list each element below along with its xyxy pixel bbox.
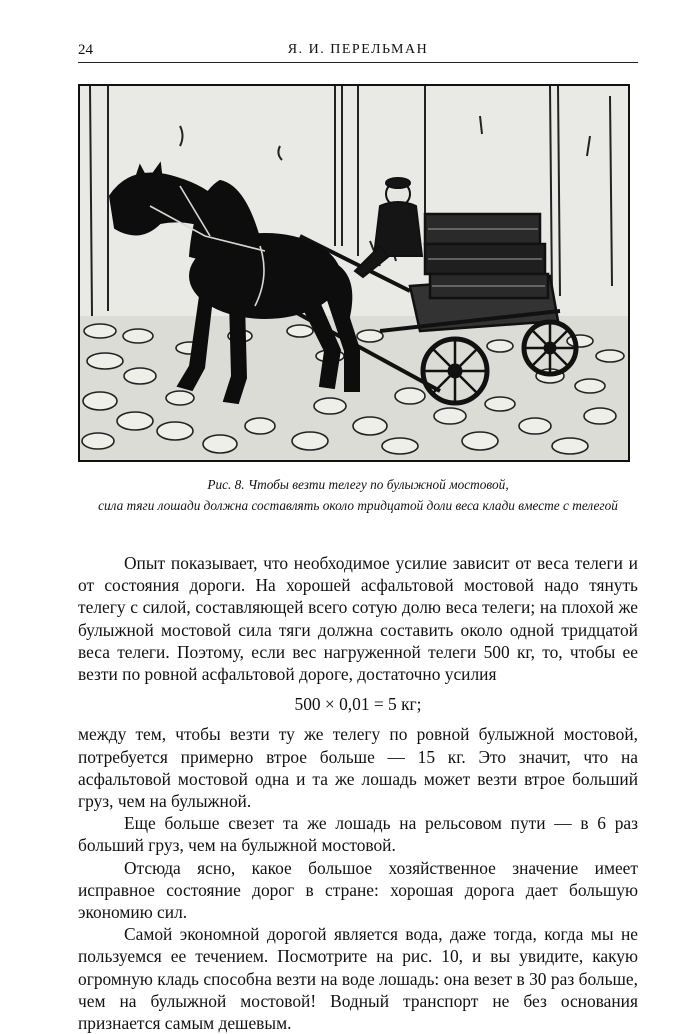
- body-text: [78, 552, 638, 1034]
- horse-cart-drawing: [80, 86, 628, 460]
- paragraph-4: Отсюда ясно, какое большое хозяйственное значение имеет исправное состояние дорог в стране: хорошая дорога дает большую экономию сил.: [78, 857, 638, 923]
- paragraph-5: Самой экономной дорогой является вода, даже тогда, когда мы не пользуемся ее течением. Посмотрите на рис. 10, и вы увидите, какую огромную кладь способна везти на воде лошадь: она везет в 30 раз больше, чем на булыжной мостовой! Водный транспорт не без основания признается самым дешевым.: [78, 924, 638, 1034]
- running-head: Я. И. ПЕРЕЛЬМАН: [287, 42, 429, 57]
- figure-horse-cart-illustration: [78, 84, 630, 462]
- page-header: [78, 40, 638, 63]
- paragraph-3: Еще больше свезет та же лошадь на рельсовом пути — в 6 раз больший груз, чем на булыжной мостовой.: [78, 813, 638, 856]
- page-number: 24: [78, 42, 93, 58]
- paragraph-1: Опыт показывает, что необходимое усилие зависит от веса телеги и от состояния дороги. На хорошей асфальтовой мостовой надо тянуть телегу с силой, составляющей всего сотую долю веса телеги; на плохой же булыжной мостовой сила тяги должна составить около одной тридцатой веса телеги. Поэтому, если вес нагруженной телеги 500 кг, то, чтобы ее везти по ровной асфальтовой дороге, достаточно усилия: [78, 553, 638, 685]
- caption-line-1: Рис. 8. Чтобы везти телегу по булыжной мостовой,: [207, 477, 509, 492]
- figure-caption: [78, 474, 638, 516]
- formula: 500 × 0,01 = 5 кг;: [294, 694, 422, 715]
- paragraph-2: между тем, чтобы везти ту же телегу по ровной булыжной мостовой, потребуется примерно втрое больше — 15 кг. Это значит, что на асфальтовой мостовой одна и та же лошадь может везти втрое больший груз, чем на булыжной.: [78, 724, 638, 812]
- caption-line-2: сила тяги лошади должна составлять около тридцатой доли веса клади вместе с телегой: [98, 498, 618, 513]
